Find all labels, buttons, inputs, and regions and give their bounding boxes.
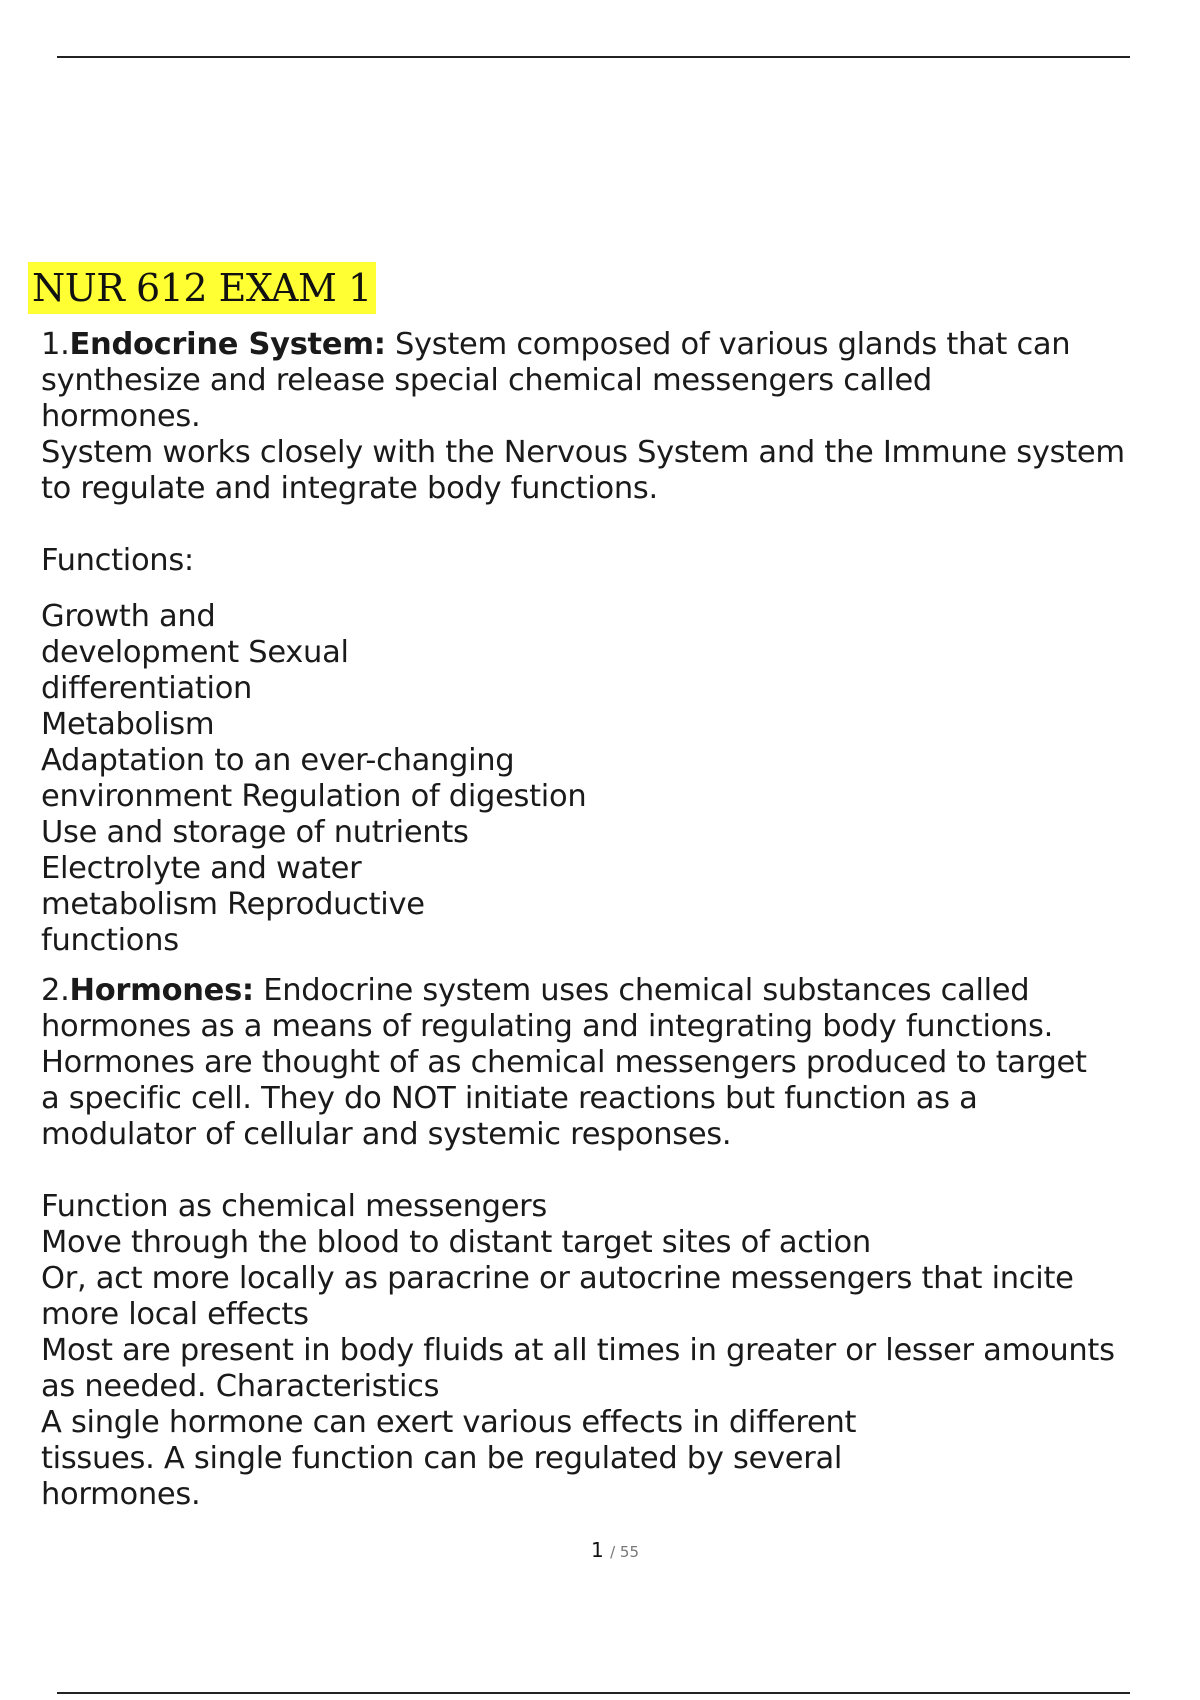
list-line: Most are present in body fluids at all times in greater or lesser amounts — [41, 1333, 1115, 1368]
list-line: Function as chemical messengers — [41, 1189, 547, 1224]
list-line: functions — [41, 923, 179, 958]
list-line: as needed. Characteristics — [41, 1369, 440, 1404]
question-2 — [41, 973, 1199, 1513]
list-line: A single hormone can exert various effects in different — [41, 1405, 857, 1440]
question-text-line: a specific cell. They do NOT initiate reactions but function as a — [41, 1081, 978, 1116]
question-1 — [41, 327, 1199, 959]
list-line: Use and storage of nutrients — [41, 815, 469, 850]
list-line: Move through the blood to distant target sites of action — [41, 1225, 871, 1260]
list-line: environment Regulation of digestion — [41, 779, 587, 814]
list-line: more local effects — [41, 1297, 309, 1332]
list-line: metabolism Reproductive — [41, 887, 425, 922]
question-1-first-line — [41, 327, 1199, 363]
list-line: hormones. — [41, 1477, 201, 1512]
list-line: tissues. A single function can be regulated by several — [41, 1441, 843, 1476]
question-text-line: hormones. — [41, 399, 201, 434]
question-term: Endocrine System: — [69, 327, 386, 362]
list-line: Metabolism — [41, 707, 215, 742]
document-title: NUR 612 EXAM 1 — [28, 262, 376, 314]
functions-subheading: Functions: — [41, 543, 194, 578]
question-2-first-line — [41, 973, 1199, 1009]
question-text: System composed of various glands that can — [385, 327, 1071, 362]
top-rule — [57, 56, 1130, 58]
list-line: Electrolyte and water — [41, 851, 362, 886]
question-term: Hormones: — [69, 973, 254, 1008]
question-text-line: to regulate and integrate body functions. — [41, 471, 658, 506]
question-number: 2. — [41, 973, 70, 1008]
bottom-rule — [57, 1692, 1130, 1694]
question-text-line: modulator of cellular and systemic responses. — [41, 1117, 732, 1152]
total-pages: / 55 — [610, 1543, 639, 1561]
document-body — [41, 327, 1199, 1513]
current-page: 1 — [590, 1538, 604, 1562]
question-text-line: synthesize and release special chemical messengers called — [41, 363, 932, 398]
question-text-line: System works closely with the Nervous System and the Immune system — [41, 435, 1125, 470]
question-number: 1. — [41, 327, 70, 362]
list-line: Or, act more locally as paracrine or autocrine messengers that incite — [41, 1261, 1074, 1296]
list-line: development Sexual — [41, 635, 349, 670]
list-line: differentiation — [41, 671, 253, 706]
question-text-line: hormones as a means of regulating and integrating body functions. — [41, 1009, 1054, 1044]
list-line: Adaptation to an ever-changing — [41, 743, 515, 778]
page-indicator — [0, 1538, 1200, 1562]
question-text-line: Hormones are thought of as chemical messengers produced to target — [41, 1045, 1087, 1080]
question-text: Endocrine system uses chemical substances called — [253, 973, 1030, 1008]
list-line: Growth and — [41, 599, 216, 634]
